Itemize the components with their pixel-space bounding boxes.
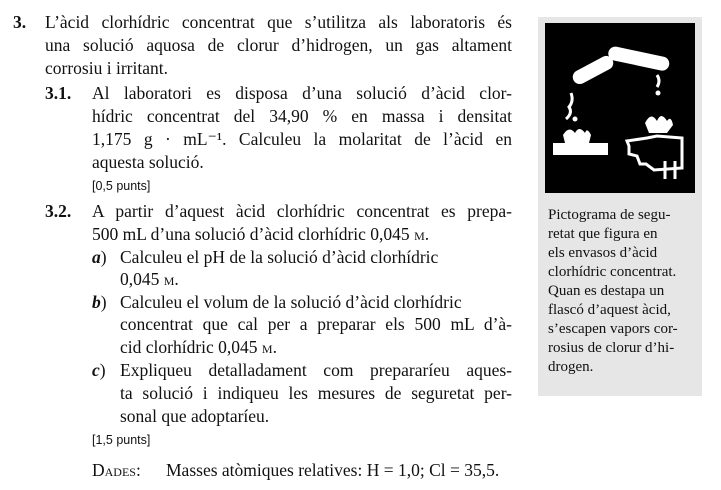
caption-line-1: Pictograma de segu- — [548, 207, 671, 223]
part1-line-1: Al laboratori es disposa d’una solució d’àcid clor- — [92, 83, 512, 103]
caption-line-2: retat que figura en — [548, 226, 658, 242]
data-text: Masses atòmiques relatives: H = 1,0; Cl = 35,5. — [166, 460, 500, 480]
sub-c-line-1: Expliqueu detalladament com prepararíeu aques- — [120, 360, 512, 380]
caption-line-7: s’escapen vapors cor- — [548, 321, 678, 337]
data-label: Dades: — [92, 460, 141, 480]
question-number: 3. — [13, 12, 27, 32]
caption-line-4: clorhídric concentrat. — [548, 264, 677, 280]
part1-line-3: 1,175 g · mL⁻¹. Calculeu la molaritat de l’àcid en — [92, 129, 512, 149]
sub-c-line-2: ta solució i indiqueu les mesures de seguretat per- — [120, 383, 512, 403]
caption-line-3: els envasos d’àcid — [548, 245, 658, 261]
intro-line-3: corrosiu i irritant. — [45, 58, 168, 78]
part2-line-1: A partir d’aquest àcid clorhídric concentrat es prepa- — [92, 201, 512, 221]
intro-line-1: L’àcid clorhídric concentrat que s’utilitza als laboratoris és — [45, 12, 512, 32]
part1-points: [0,5 punts] — [92, 179, 151, 193]
part1-number: 3.1. — [45, 83, 72, 103]
corrosive-pictogram-icon — [545, 23, 695, 193]
sub-b-line-2: concentrat que cal per a preparar els 500 mL d’à- — [120, 314, 512, 334]
sub-c-line-3: sonal que adoptaríeu. — [120, 406, 270, 426]
sub-a-line-1: Calculeu el pH de la solució d’àcid clorhídric — [120, 247, 439, 267]
part2-number: 3.2. — [45, 201, 72, 221]
sub-b-line-3: cid clorhídric 0,045 m. — [120, 337, 277, 357]
caption-line-5: Quan es destapa un — [548, 283, 665, 299]
part1-line-4: aquesta solució. — [92, 152, 204, 172]
sub-a-label: a) — [92, 247, 107, 267]
sub-a-line-2: 0,045 m. — [120, 269, 179, 289]
part1-line-2: hídric concentrat del 34,90 % en massa i densitat — [92, 106, 512, 126]
caption-line-8: rosius de clorur d’hi- — [548, 340, 675, 356]
part2-points: [1,5 punts] — [92, 433, 151, 447]
caption-line-9: drogen. — [548, 359, 594, 375]
intro-line-2: una solució aquosa de clorur d’hidrogen, un gas altament — [45, 35, 512, 55]
sub-b-label: b) — [92, 292, 107, 312]
sub-b-line-1: Calculeu el volum de la solució d’àcid clorhídric — [120, 292, 462, 312]
caption-line-6: flascó d’aquest àcid, — [548, 302, 671, 318]
part2-line-2: 500 mL d’una solució d’àcid clorhídric 0,045 m. — [92, 224, 430, 244]
sub-c-label: c) — [92, 360, 106, 380]
